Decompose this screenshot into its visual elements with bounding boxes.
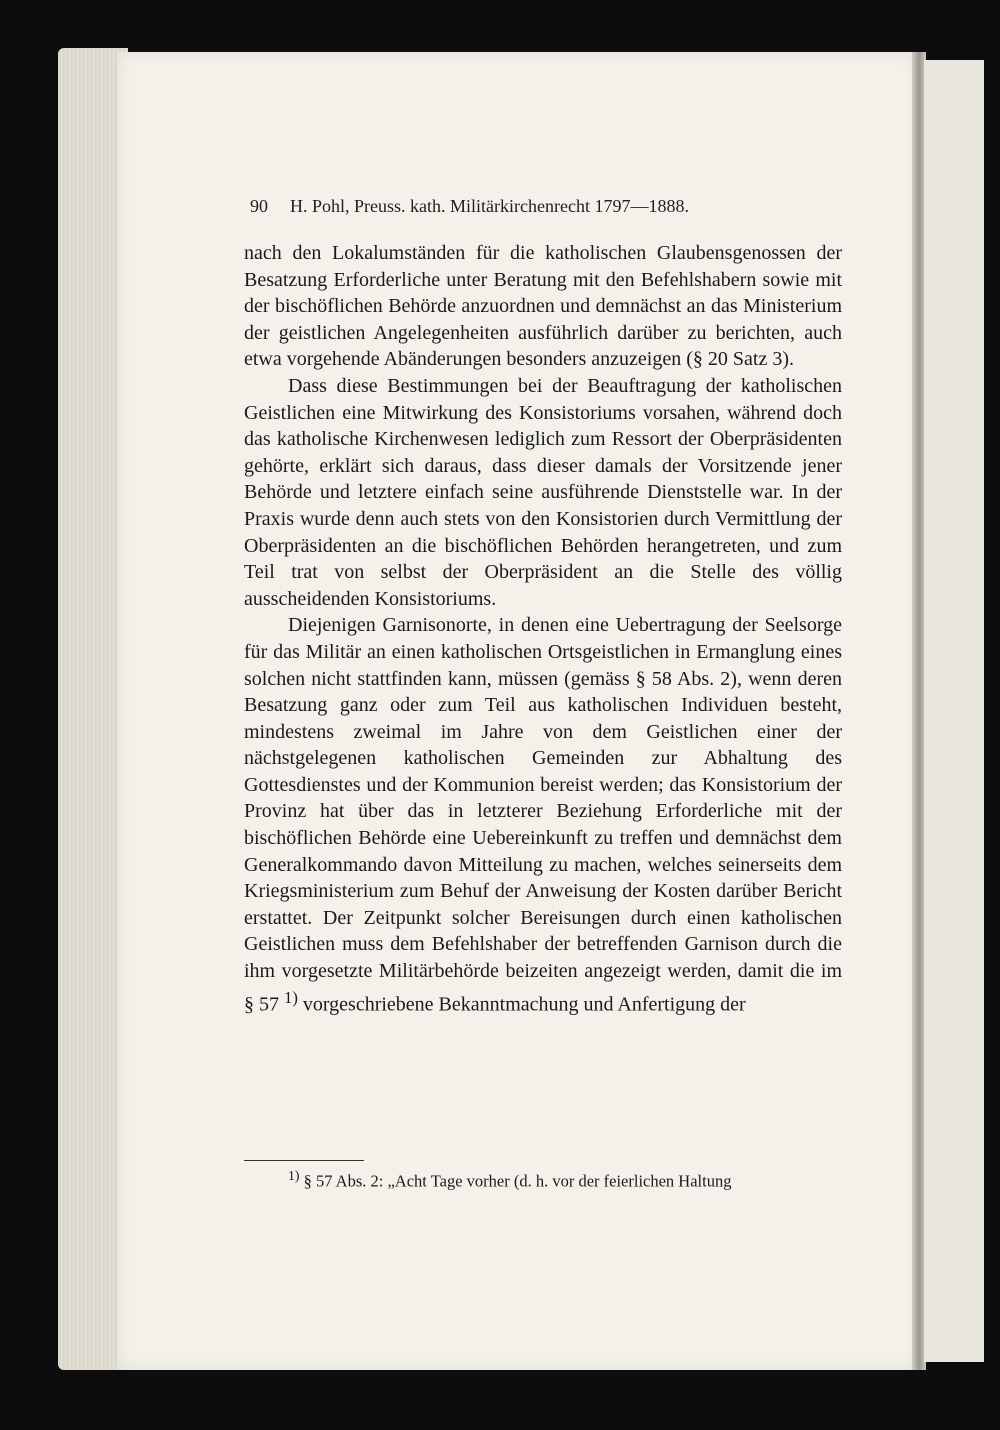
footnote-marker: 1): [288, 1168, 300, 1183]
running-title: H. Pohl, Preuss. kath. Militärkirchenrecht 1797—1888.: [290, 196, 689, 216]
paragraph-3-continuation: vorgeschriebene Bekanntmachung und Anfertigung der: [302, 993, 746, 1016]
paragraph-2: Dass diese Bestimmungen bei der Beauftragung der katholischen Geistlichen eine Mitwirkung des Konsistoriums vorsahen, während doch das katholische Kirchenwesen lediglich zum Ressort der Oberpräsidenten gehörte, erklärt sich daraus, dass dieser damals der Vorsitzende jener Behörde und letztere einfach seine ausführende Dienststelle war. In der Praxis wurde denn auch stets von den Konsistorien durch Vermittlung der Oberpräsidenten an die bischöflichen Behörden herangetreten, und zum Teil trat von selbst der Oberpräsident an die Stelle des völlig ausscheidenden Konsistoriums.: [244, 374, 842, 610]
footnote-reference: 1): [284, 987, 298, 1007]
facing-page-edge: [924, 60, 984, 1362]
page-number: 90: [250, 196, 268, 216]
paragraph-3: [244, 612, 842, 1018]
body-text: [244, 240, 842, 1018]
footnote: [288, 1168, 848, 1192]
paragraph-3-text: Diejenigen Garnisonorte, in denen eine Uebertragung der Seelsorge für das Militär an einen katholischen Ortsgeistlichen in Ermanglung eines solchen nicht stattfinden kann, müssen (gemäss § 58 Abs. 2), wenn deren Besatzung ganz oder zum Teil aus katholischen Individuen besteht, mindestens zweimal im Jahre von dem Geistlichen einer der nächstgelegenen katholischen Gemeinden zur Abhaltung des Gottesdienstes und der Kommunion bereist werden; das Konsistorium der Provinz hat über das in letzterer Beziehung Erforderliche mit der bischöflichen Behörde eine Uebereinkunft zu treffen und demnächst dem Generalkommando davon Mitteilung zu machen, welches seinerseits dem Kriegsministerium zum Behuf der Anweisung der Kosten darüber Bericht erstattet. Der Zeitpunkt solcher Bereisungen durch einen katholischen Geistlichen muss dem Befehlshaber der betreffenden Garnison durch die ihm vorgesetzte Militärbehörde beizeiten angezeigt werden, damit die im § 57: [244, 614, 842, 1016]
footnote-divider: [244, 1160, 364, 1161]
running-header: [250, 196, 810, 217]
paragraph-1: nach den Lokalumständen für die katholischen Glaubensgenossen der Besatzung Erforderliche unter Beratung mit den Befehlshabern sowie mit der bischöflichen Behörde anzuordnen und demnächst an das Ministerium der geistlichen Angelegenheiten ausführlich darüber zu berichten, auch etwa vorgehende Abänderungen besonders anzuzeigen (§ 20 Satz 3).: [244, 242, 842, 371]
footnote-text: § 57 Abs. 2: „Acht Tage vorher (d. h. vor der feierlichen Haltung: [303, 1171, 732, 1191]
